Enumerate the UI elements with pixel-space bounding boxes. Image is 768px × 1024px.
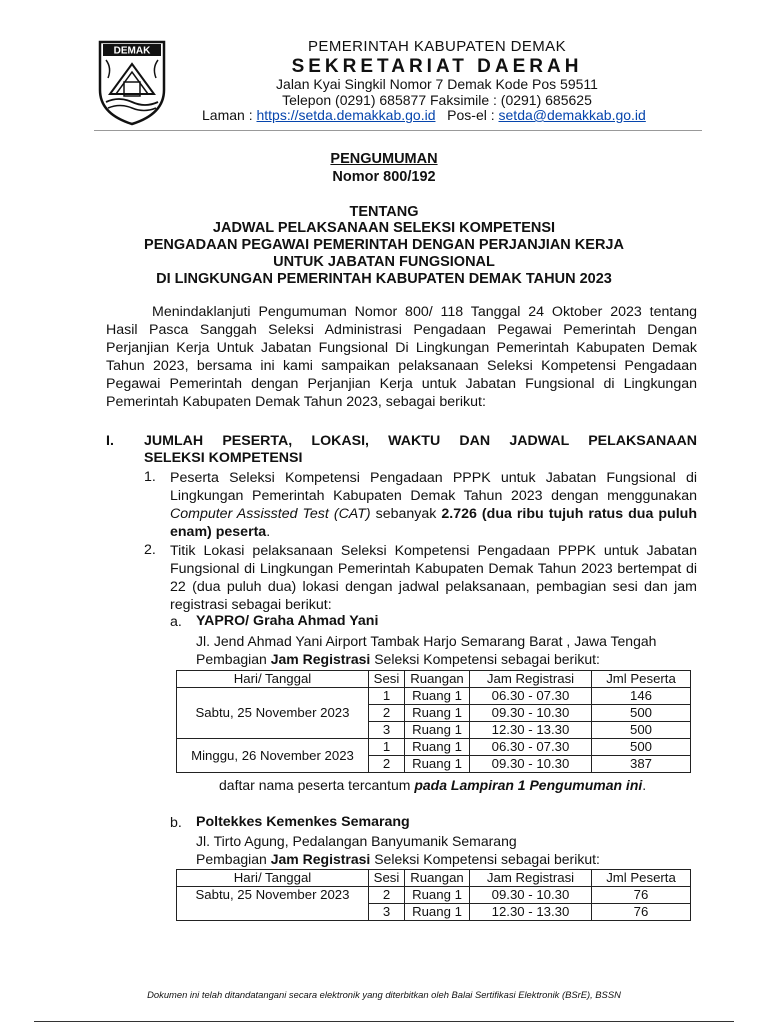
office-name: SEKRETARIAT DAERAH <box>291 56 583 77</box>
doc-number: Nomor 800/192 <box>332 169 436 185</box>
location-b-schedule-table <box>176 869 691 921</box>
table-row <box>177 887 691 904</box>
session-cell: 2 <box>369 887 405 904</box>
room-cell: Ruang 1 <box>405 904 470 921</box>
location-a-letter: a. <box>170 614 182 630</box>
count-cell: 500 <box>592 705 691 722</box>
item-2-number: 2. <box>144 542 156 558</box>
room-cell: Ruang 1 <box>405 756 470 773</box>
title-line-1: JADWAL PELAKSANAAN SELEKSI KOMPETENSI <box>212 220 556 236</box>
header-participant-count: Jml Peserta <box>592 671 691 688</box>
count-cell: 76 <box>592 904 691 921</box>
time-cell: 06.30 - 07.30 <box>470 688 592 705</box>
office-contact-line <box>202 107 646 123</box>
date-cell: Sabtu, 25 November 2023 <box>177 688 369 739</box>
date-cell: Minggu, 26 November 2023 <box>177 739 369 773</box>
location-a-address: Jl. Jend Ahmad Yani Airport Tambak Harjo Semarang Barat , Jawa Tengah <box>196 633 657 649</box>
location-b-address: Jl. Tirto Agung, Pedalangan Banyumanik Semarang <box>196 833 517 849</box>
location-a-name: YAPRO/ Graha Ahmad Yani <box>196 613 379 629</box>
time-cell: 09.30 - 10.30 <box>470 887 592 904</box>
cat-term: Computer Assissted Test (CAT) <box>170 506 371 522</box>
header-registration-time: Jam Registrasi <box>470 870 592 887</box>
room-cell: Ruang 1 <box>405 688 470 705</box>
location-b-division: Pembagian Jam Registrasi Seleksi Kompetensi sebagai berikut: <box>196 851 600 867</box>
location-b-name: Poltekkes Kemenkes Semarang <box>196 814 410 830</box>
section-1-heading <box>144 433 697 467</box>
time-cell: 12.30 - 13.30 <box>470 722 592 739</box>
regency-crest-icon <box>94 38 170 126</box>
header-room: Ruangan <box>405 870 470 887</box>
time-cell: 06.30 - 07.30 <box>470 739 592 756</box>
gov-name: PEMERINTAH KABUPATEN DEMAK <box>308 38 566 55</box>
intro-paragraph: Menindaklanjuti Pengumuman Nomor 800/ 118 Tanggal 24 Oktober 2023 tentang Hasil Pasca Sanggah Seleksi Administrasi Pengadaan Pegawai Pemerintah Dengan Perjanjian Kerja Untuk Jabatan Fungsional Di Lingkungan Pemerintah Kabupaten Demak Tahun 2023, bersama ini kami sampaikan pelaksanaan Seleksi Kompetensi Pengadaan Pegawai Pemerintah dengan Perjanjian Kerja untuk Jabatan Fungsional di Lingkungan Pemerintah Kabupaten Demak Tahun 2023, sebagai berikut: <box>106 304 697 410</box>
logo-lettering: DEMAK <box>113 45 151 57</box>
header-registration-time: Jam Registrasi <box>470 671 592 688</box>
count-cell: 76 <box>592 887 691 904</box>
item-2-text: Titik Lokasi pelaksanaan Seleksi Kompetensi Pengadaan PPPK untuk Jabatan Fungsional di Lingkungan Pemerintah Kabupaten Demak Tahun 2023 bertempat di 22 (dua puluh dua) lokasi dengan jadwal pelaksanaan, pembagian sesi dan jam registrasi sebagai berikut: <box>170 543 697 613</box>
time-cell: 09.30 - 10.30 <box>470 705 592 722</box>
section-1-heading-line-1: JUMLAH PESERTA, LOKASI, WAKTU DAN JADWAL PELAKSANAAN <box>144 433 697 449</box>
item-1-number: 1. <box>144 469 156 485</box>
session-cell: 2 <box>369 756 405 773</box>
title-line-2: PENGADAAN PEGAWAI PEMERINTAH DENGAN PERJANJIAN KERJA <box>144 237 624 253</box>
office-phone: Telepon (0291) 685877 Faksimile : (0291) 685625 <box>282 92 592 108</box>
date-cell: Sabtu, 25 November 2023 <box>177 887 369 921</box>
section-1-heading-line-2: SELEKSI KOMPETENSI <box>144 450 303 466</box>
email-label: Pos-el : <box>447 107 499 123</box>
header-session: Sesi <box>369 870 405 887</box>
location-b-letter: b. <box>170 815 182 831</box>
location-a-note: daftar nama peserta tercantum pada Lampiran 1 Pengumuman ini. <box>219 777 647 793</box>
participant-total: 2.726 (dua ribu tujuh ratus dua puluh enam) peserta <box>170 506 697 540</box>
time-cell: 09.30 - 10.30 <box>470 756 592 773</box>
title-line-4: DI LINGKUNGAN PEMERINTAH KABUPATEN DEMAK TAHUN 2023 <box>156 271 612 287</box>
header-date: Hari/ Tanggal <box>177 671 369 688</box>
location-a-schedule-table <box>176 670 691 773</box>
doc-type: PENGUMUMAN <box>330 151 438 167</box>
doc-about: TENTANG <box>349 204 419 220</box>
header-participant-count: Jml Peserta <box>592 870 691 887</box>
time-cell: 12.30 - 13.30 <box>470 904 592 921</box>
session-cell: 3 <box>369 904 405 921</box>
web-label: Laman : <box>202 107 257 123</box>
session-cell: 2 <box>369 705 405 722</box>
footer-divider <box>34 1021 734 1022</box>
table-header-row <box>177 870 691 887</box>
count-cell: 146 <box>592 688 691 705</box>
header-session: Sesi <box>369 671 405 688</box>
header-room: Ruangan <box>405 671 470 688</box>
office-address: Jalan Kyai Singkil Nomor 7 Demak Kode Pos 59511 <box>276 76 598 92</box>
session-cell: 3 <box>369 722 405 739</box>
item-1-text: Peserta Seleksi Kompetensi Pengadaan PPPK untuk Jabatan Fungsional di Lingkungan Pemerintah Kabupaten Demak Tahun 2023 dengan menggunakan Computer Assissted Test (CAT) sebanyak 2.726 (dua ribu tujuh ratus dua puluh enam) peserta. <box>170 470 697 540</box>
e-signature-footer: Dokumen ini telah ditandatangani secara elektronik yang diterbitkan oleh Balai Sertifikasi Elektronik (BSrE), BSSN <box>147 989 621 1000</box>
section-1-number: I. <box>106 433 114 449</box>
table-header-row <box>177 671 691 688</box>
email-link[interactable]: setda@demakkab.go.id <box>498 107 646 123</box>
table-row <box>177 739 691 756</box>
header-date: Hari/ Tanggal <box>177 870 369 887</box>
count-cell: 500 <box>592 722 691 739</box>
room-cell: Ruang 1 <box>405 722 470 739</box>
title-line-3: UNTUK JABATAN FUNGSIONAL <box>273 254 495 270</box>
location-a-division: Pembagian Jam Registrasi Seleksi Kompetensi sebagai berikut: <box>196 651 600 667</box>
table-row <box>177 688 691 705</box>
room-cell: Ruang 1 <box>405 705 470 722</box>
room-cell: Ruang 1 <box>405 739 470 756</box>
letterhead-divider <box>94 130 702 131</box>
room-cell: Ruang 1 <box>405 887 470 904</box>
count-cell: 387 <box>592 756 691 773</box>
website-link[interactable]: https://setda.demakkab.go.id <box>256 107 436 123</box>
count-cell: 500 <box>592 739 691 756</box>
session-cell: 1 <box>369 739 405 756</box>
regency-logo <box>94 38 170 126</box>
session-cell: 1 <box>369 688 405 705</box>
attachment-reference: pada Lampiran 1 Pengumuman ini <box>414 777 643 793</box>
